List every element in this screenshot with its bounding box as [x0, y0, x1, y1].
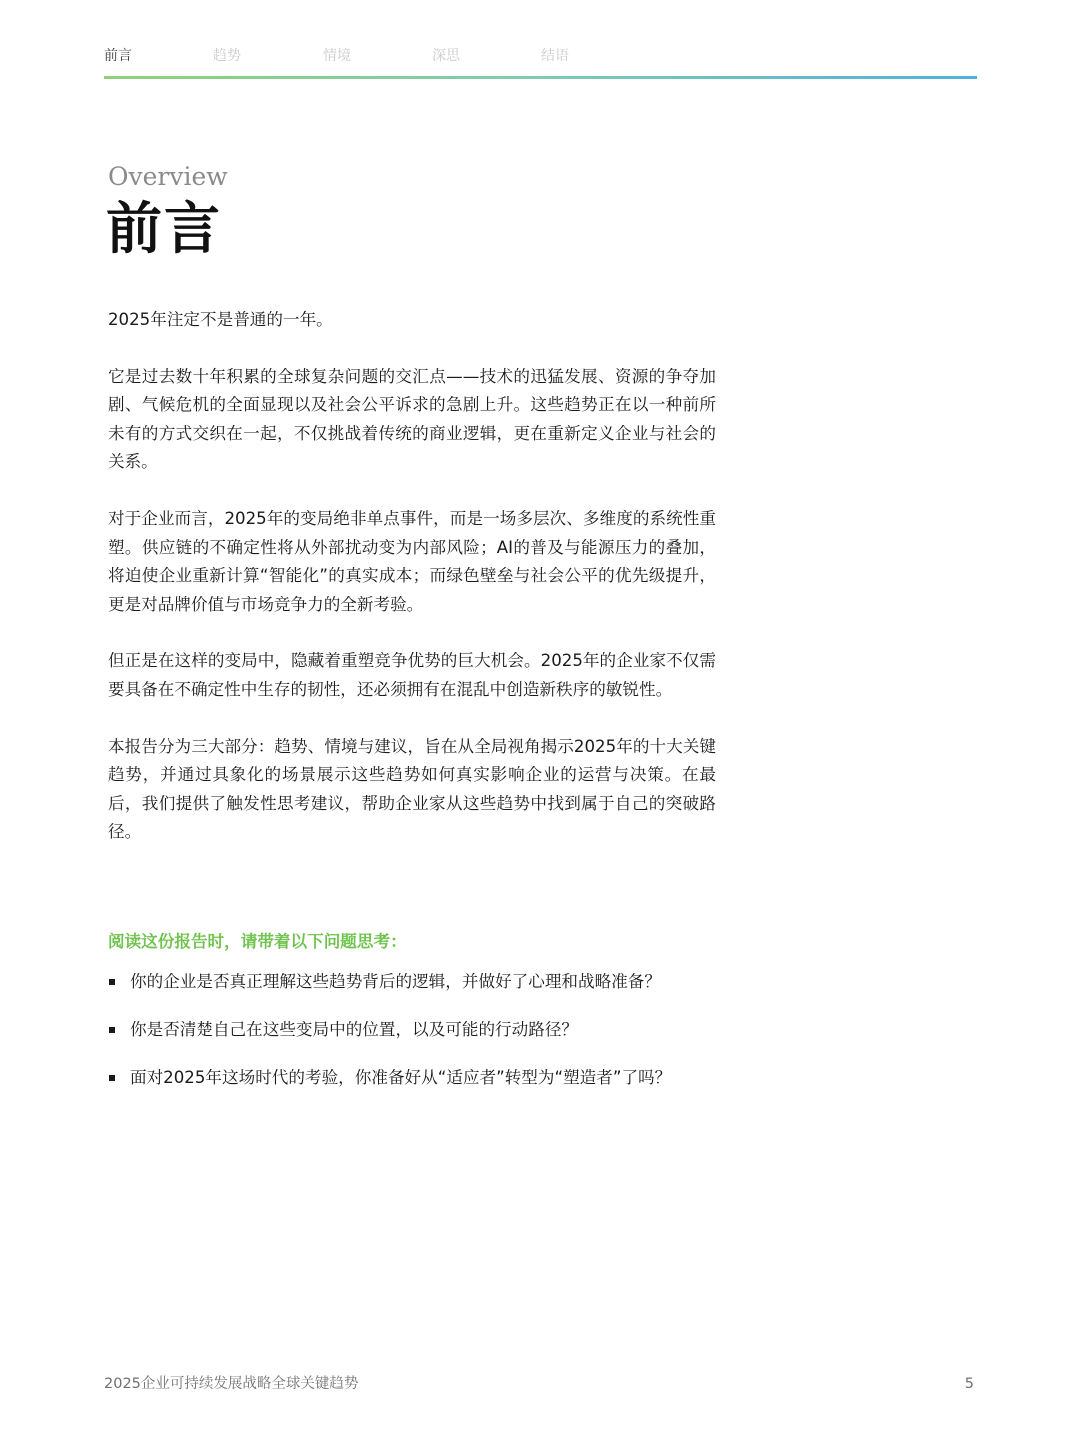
list-item	[108, 1054, 718, 1102]
paragraph: 但正是在这样的变局中，隐藏着重塑竞争优势的巨大机会。2025年的企业家不仅需要具备在不确定性中生存的韧性，还必须拥有在混乱中创造新秩序的敏锐性。	[108, 651, 716, 699]
bullet-icon	[109, 1075, 115, 1081]
tab-trends[interactable]: 趋势	[213, 48, 241, 64]
reading-prompt: 阅读这份报告时，请带着以下问题思考：	[108, 932, 407, 951]
list-item	[108, 1016, 718, 1044]
question-text: 面对2025年这场时代的考验，你准备好从“适应者”转型为“塑造者”了吗？	[130, 1068, 672, 1087]
question-text: 你是否清楚自己在这些变局中的位置，以及可能的行动路径？	[130, 1020, 579, 1039]
paragraph: 2025年注定不是普通的一年。	[108, 310, 333, 329]
tab-conclusion[interactable]: 结语	[541, 48, 569, 64]
section-nav	[104, 46, 977, 68]
tab-scenarios[interactable]: 情境	[323, 48, 351, 64]
nav-divider	[104, 76, 977, 79]
tab-reflections[interactable]: 深思	[432, 48, 460, 64]
bullet-icon	[109, 979, 115, 985]
section-overline: Overview	[108, 162, 228, 191]
body-text	[108, 306, 716, 875]
paragraph: 它是过去数十年积累的全球复杂问题的交汇点——技术的迅猛发展、资源的争夺加剧、气候危机的全面显现以及社会公平诉求的急剧上升。这些趋势正在以一种前所未有的方式交织在一起，不仅挑战着传统的商业逻辑，更在重新定义企业与社会的关系。	[108, 366, 716, 472]
question-list	[108, 968, 718, 1122]
list-item	[108, 968, 718, 996]
footer-report-title: 2025企业可持续发展战略全球关键趋势	[104, 1376, 359, 1392]
bullet-icon	[109, 1027, 115, 1033]
paragraph: 对于企业而言，2025年的变局绝非单点事件，而是一场多层次、多维度的系统性重塑。供应链的不确定性将从外部扰动变为内部风险；AI的普及与能源压力的叠加，将迫使企业重新计算“智能化”的真实成本；而绿色壁垒与社会公平的优先级提升，更是对品牌价值与市场竞争力的全新考验。	[108, 508, 716, 614]
page-number: 5	[964, 1376, 974, 1392]
tab-overview[interactable]: 前言	[104, 48, 132, 64]
page-title: 前言	[106, 196, 222, 262]
paragraph: 本报告分为三大部分：趋势、情境与建议，旨在从全局视角揭示2025年的十大关键趋势，并通过具象化的场景展示这些趋势如何真实影响企业的运营与决策。在最后，我们提供了触发性思考建议，帮助企业家从这些趋势中找到属于自己的突破路径。	[108, 736, 716, 842]
question-text: 你的企业是否真正理解这些趋势背后的逻辑，并做好了心理和战略准备？	[130, 972, 661, 991]
